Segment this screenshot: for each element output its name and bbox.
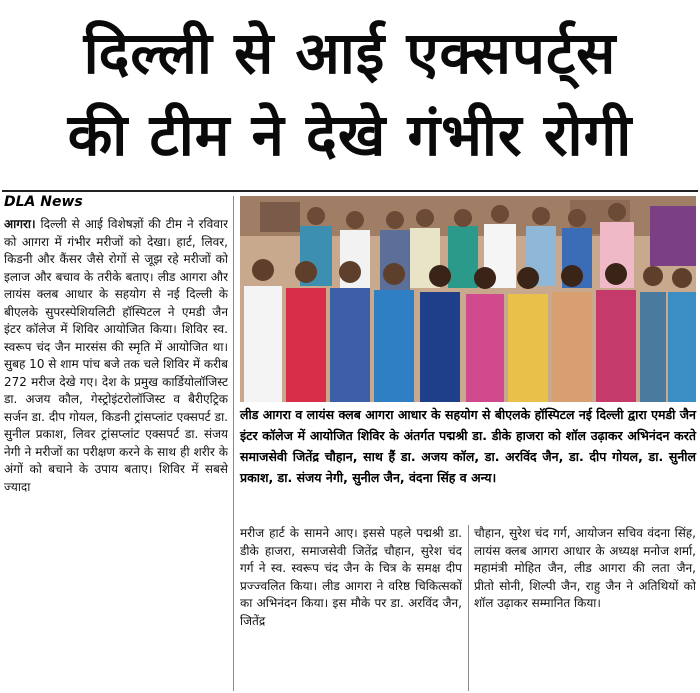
article-column-2 — [240, 525, 462, 691]
headline — [0, 0, 700, 188]
byline: DLA News — [4, 194, 83, 210]
headline-line-2: की टीम ने देखे गंभीर रोगी — [67, 101, 633, 169]
article-column-3 — [474, 525, 696, 691]
article-text-2: मरीज हार्ट के सामने आए। इससे पहले पद्मश्री डा. डीके हाजरा, समाजसेवी जितेंद्र चौहान, सुरेश चंद गर्ग ने स्व. स्वरूप चंद जैन के चित्र के समक्ष दीप प्रज्ज्वलित किया। लीड आगरा ने वरिष्ठ चिकित्सकों का अभिनंदन किया। इस मौके पर डा. अरविंद जैन, जितेंद्र — [240, 526, 462, 628]
news-photo — [240, 196, 696, 402]
column-divider — [468, 525, 469, 691]
headline-line-1: दिल्ली से आई एक्सपर्ट्स — [83, 19, 617, 87]
article-column-1 — [4, 216, 228, 692]
group-photo-illustration — [240, 196, 696, 402]
dateline: आगरा। — [4, 217, 36, 231]
photo-caption: लीड आगरा व लायंस क्लब आगरा आधार के सहयोग से बीएलके हॉस्पिटल नई दिल्ली द्वारा एमडी जैन इंटर कॉलेज में आयोजित शिविर के अंतर्गत पद्मश्री डा. डीके हाजरा को शॉल उढ़ाकर अभिनंदन करते समाजसेवी जितेंद्र चौहान, साथ हैं डा. अजय कॉल, डा. अरविंद जैन, डा. दीप गोयल, डा. सुनील प्रकाश, डा. संजय नेगी, सुनील जैन, वंदना सिंह व अन्य। — [240, 407, 696, 485]
headline-rule — [2, 190, 698, 192]
article-text-1: दिल्ली से आई विशेषज्ञों की टीम ने रविवार को आगरा में गंभीर मरीजों को देखा। हार्ट, लिवर, किडनी और कैंसर जैसे रोगों से जूझ रहे मरीजों को इलाज और बचाव के तरीके बताए। लीड आगरा और लायंस क्लब आधार के सहयोग से नई दिल्ली के बीएलके सुपरस्पेशियलिटी हॉस्पिटल ने एमडी जैन इंटर कॉलेज में शिविर आयोजित किया। शिविर स्व. स्वरूप चंद जैन मारसंस की स्मृति में आयोजित था। सुबह 10 से शाम पांच बजे तक चले शिविर में करीब 272 मरीज देखे गए। देश के प्रमुख कार्डियोलॉजिस्ट डा. अजय कौल, गेस्ट्रोइंटरोलॉजिस्ट व बैरीएट्रिक सर्जन डा. दीप गोयल, किडनी ट्रांसप्लांट एक्सपर्ट डा. सुनील प्रकाश, लिवर ट्रांसप्लांट एक्सपर्ट डा. संजय नेगी ने मरीजों का परीक्षण करने के साथ ही शरीर के अंगों को बचाने के उपाय बताए। शिविर में सबसे ज्यादा — [4, 217, 228, 494]
article-text-3: चौहान, सुरेश चंद गर्ग, आयोजन सचिव वंदना सिंह, लायंस क्लब आगरा आधार के अध्यक्ष मनोज शर्मा, महामंत्री मोहित जैन, लीड आगरा की लता जैन, प्रीतो सोनी, शिल्पी जैन, राहु जैन ने अतिथियों को शॉल उढ़ाकर सम्मानित किया। — [474, 526, 696, 610]
column-divider — [233, 196, 234, 691]
